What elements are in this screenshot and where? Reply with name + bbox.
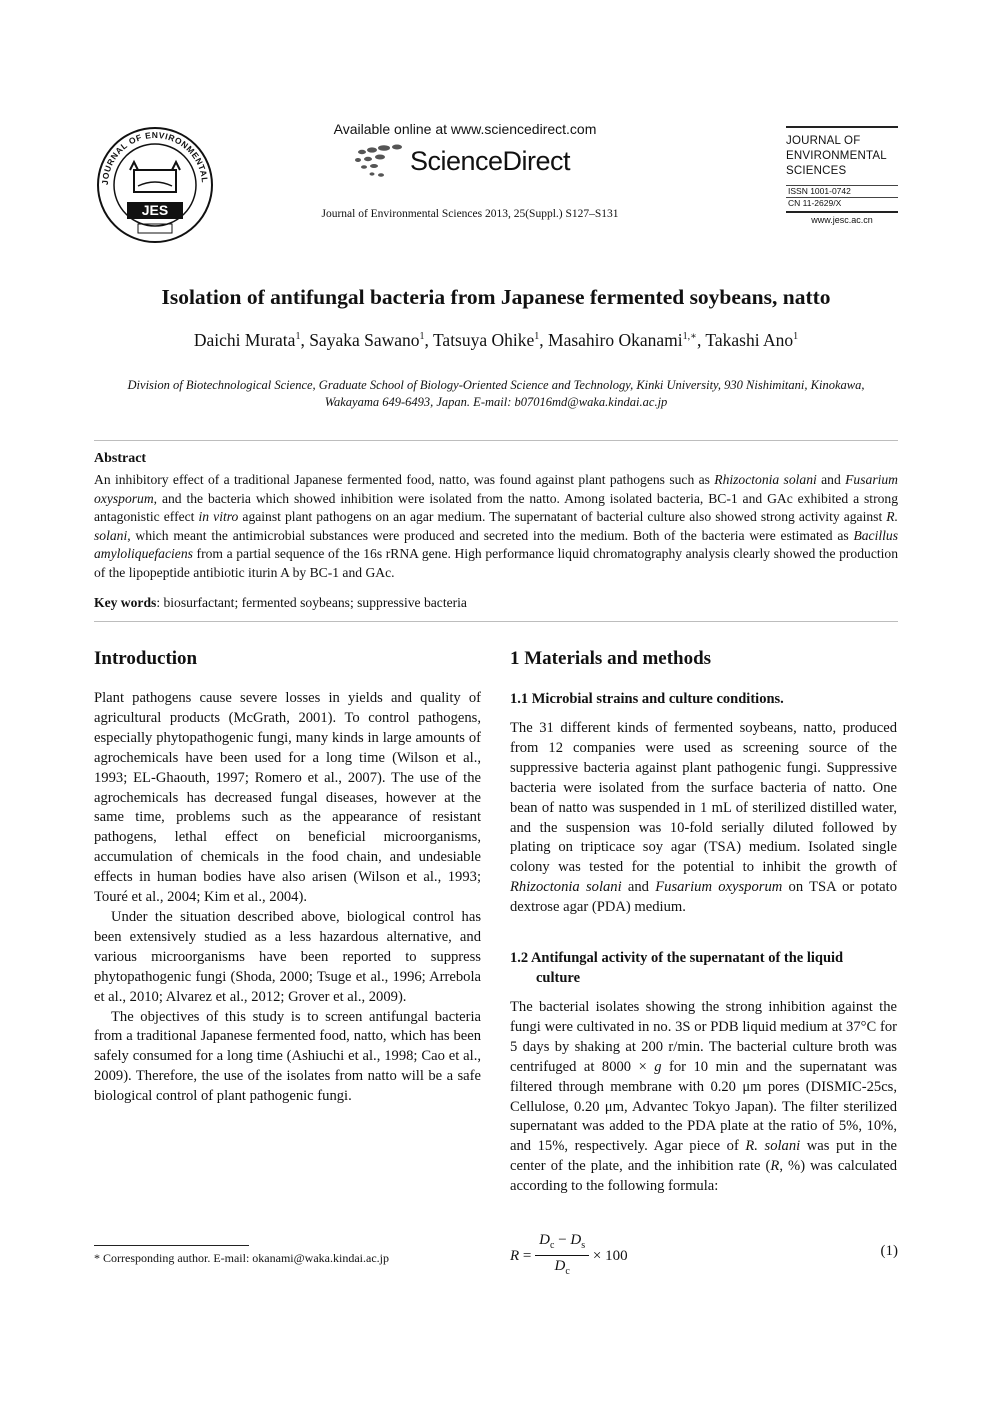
journal-url: www.jesc.ac.cn <box>811 215 873 225</box>
abstract-text: An inhibitory effect of a traditional Japanese fermented food, natto, was found against plant pathogens such as Rhizoctonia solani and Fusarium oxysporum, and the bacteria which showed inhibition were isolated from the natto. Among isolated bacteria, BC-1 and GAc exhibited a strong antagonistic effect in vitro against plant pathogens on an agar medium. The supernatant of bacterial culture also showed strong activity against R. solani, which meant the antimicrobial substances were produced and secreted into the medium. Both of the bacteria were estimated as Bacillus amyloliquefaciens from a partial sequence of the 16s rRNA gene. High performance liquid chromatography analysis clearly showed the production of the lipopeptide antibiotic iturin A by BC-1 and GAc. <box>94 472 898 580</box>
section-1-2-body <box>510 998 897 1197</box>
methods-heading: 1 Materials and methods <box>510 648 712 669</box>
cn-number: CN 11-2629/X <box>788 198 842 208</box>
introduction-body <box>94 689 481 1107</box>
affiliation: Division of Biotechnological Science, Graduate School of Biology-Oriented Science and Technology, Kinki University, 930 Nishimitani, Kinokawa, Wakayama 649-6493, Japan. E-mail: b07016md@waka.kindai.ac.jp <box>127 378 865 409</box>
journal-citation: Journal of Environmental Sciences 2013, 25(Suppl.) S127–S131 <box>321 208 619 220</box>
author-name: Sayaka Sawano <box>309 330 420 350</box>
journal-title: JOURNAL OF ENVIRONMENTAL SCIENCES <box>786 135 887 177</box>
sciencedirect-wordmark: ScienceDirect <box>410 146 571 176</box>
section-1-1-body <box>510 719 897 918</box>
formula-fraction: $\frac{D_c - D_s}{D_c}$ <box>535 1231 589 1282</box>
keywords: Key words: biosurfactant; fermented soybeans; suppressive bacteria <box>94 595 467 610</box>
paragraph: Plant pathogens cause severe losses in yields and quality of agricultural products (McGrath, 2001). To control pathogens, especially phytopathogenic fungi, many kinds in large amounts of agrochemicals have been used for a long time (Wilson et al., 1993; EL-Ghaouth, 1997; Romero et al., 2007). The use of the agrochemicals has decreased fungal diseases, however at the same time, problems such as the appearance of resistant pathogens, lethal effect on beneficial microorganisms, accumulation of chemicals in the food chain, and undesiable effects in human bodies have also arisen (Wilson et al., 1993; Touré et al., 2004; Kim et al., 2004). <box>94 690 481 906</box>
paragraph: The 31 different kinds of fermented soybeans, natto, produced from 12 companies were used as screening source of the suppressive bacteria against plant pathogenic fungi. Suppressive bacteria were isolated from the surface bacteria of natto. One bean of natto was suspended in 1 mL of sterilized distilled water, and the suspension was 10-fold serially diluted followed by plating on tripticace soy agar (TSA) medium. Isolated single colony was tested for the potential to inhibit the growth of Rhizoctonia solani and Fusarium oxysporum on TSA or potato dextrose agar (PDA) medium. <box>510 720 897 916</box>
svg-text:JES: JES <box>141 202 169 218</box>
author-name: Daichi Murata <box>193 330 296 350</box>
sciencedirect-dots-icon <box>350 142 410 182</box>
rule <box>786 211 898 213</box>
footnote-rule <box>94 1245 249 1246</box>
journal-seal-logo <box>94 126 216 244</box>
author-name: Tatsuya Ohike <box>432 330 535 350</box>
article-title: Isolation of antifungal bacteria from Japanese fermented soybeans, natto <box>161 285 831 309</box>
journal-title-block <box>786 126 898 225</box>
section-1-1-heading: 1.1 Microbial strains and culture conditions. <box>510 691 784 707</box>
equation-number: (1) <box>880 1243 898 1259</box>
abstract-heading: Abstract <box>94 451 147 466</box>
issn: ISSN 1001-0742 <box>788 186 851 196</box>
rule <box>786 126 898 128</box>
section-1-2-heading: 1.2 Antifungal activity of the supernatant of the liquid culture <box>510 950 844 986</box>
author-name: Takashi Ano <box>705 330 794 350</box>
author-list: Daichi Murata$^1$, Sayaka Sawano$^1$, Tatsuya Ohike$^1$, Masahiro Okanami$^{1,∗}$, Takashi Ano$^1$ <box>193 330 799 350</box>
introduction-heading: Introduction <box>94 648 198 669</box>
available-online-text: Available online at www.sciencedirect.com <box>333 121 597 137</box>
author-name: Masahiro Okanami <box>548 330 683 350</box>
svg-text:JOURNAL OF ENVIRONMENTAL SCIEN: JOURNAL OF ENVIRONMENTAL <box>99 129 211 186</box>
divider <box>94 621 898 622</box>
paragraph: The objectives of this study is to screen antifungal bacteria from a traditional Japanese fermented food, natto, which has been safely consumed for a long time (Ashiuchi et al., 1998; Cao et al., 2009). Therefore, the use of the isolates from natto will be a safe biological control of plant pathogenic fungi. <box>94 1008 481 1105</box>
corresponding-author-footnote: * Corresponding author. E-mail: okanami@waka.kindai.ac.jp <box>94 1251 389 1265</box>
paragraph: Under the situation described above, biological control has been extensively studied as a less hazardous alternative, and various microorganisms have been reported to suppress phytopathogenic fungi (Shoda, 2000; Tsuge et al., 1996; Arrebola et al., 2010; Alvarez et al., 2012; Grover et al., 2009). <box>94 908 481 1005</box>
inhibition-rate-formula: R = $\frac{D_c - D_s}{D_c}$ × 100 (1) <box>510 1231 898 1277</box>
divider <box>94 440 898 441</box>
paragraph: The bacterial isolates showing the strong inhibition against the fungi were cultivated in no. 3S or PDB liquid medium at 37°C for 5 days by shaking at 200 r/min. The bacterial culture broth was centrifuged at 8000 × g for 10 min and the supernatant was filtered through membrane with 0.20 μm pores (DISMIC-25cs, Cellulose, 0.20 μm, Advantec Tokyo Japan). The filter sterilized supernatant was added to the PDA plate at the ratio of 5%, 10%, and 15%, respectively. Agar piece of R. solani was put in the center of the plate, and the inhibition rate (R, %) was calculated according to the following formula: <box>510 999 897 1195</box>
